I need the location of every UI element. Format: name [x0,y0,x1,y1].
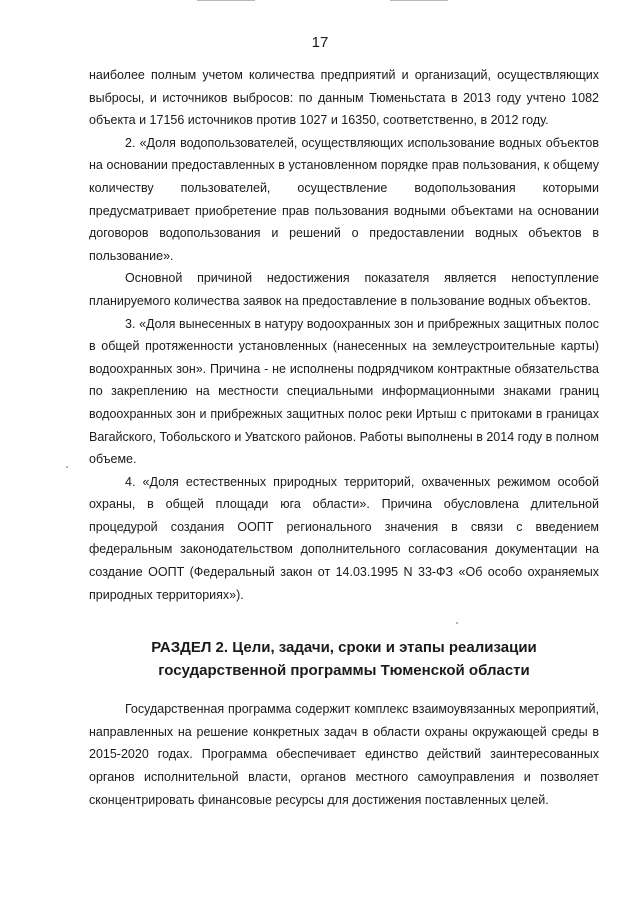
section-heading-line-2: государственной программы Тюменской области [158,662,530,680]
scan-edge-line [390,0,448,1]
paragraph-indicator-4: 4. «Доля естественных природных территорий, охваченных режимом особой охраны, в общей площади юга области». Причина обусловлена длительной процедурой создания ООПТ регионального значения в связи с введением федеральным законодательством дополнительного согласования документации на создание ООПТ (Федеральный закон от 14.03.1995 N 33-ФЗ «Об особо охраняемых природных территориях»). [89,474,599,602]
page-number: 17 [311,34,329,51]
paragraph-indicator-2: 2. «Доля водопользователей, осуществляющих использование водных объектов на основании предоставленных в установленном порядке прав пользования, к общему количеству пользователей, осуществление водопользования которыми предусматривает приобретение прав пользования водными объектами на основании договоров водопользования и решений о предоставлении водных объектов в пользование». [89,135,599,263]
section-heading-line-1: РАЗДЕЛ 2. Цели, задачи, сроки и этапы реализации [151,639,537,657]
paragraph-reason-2: Основной причиной недостижения показателя является непоступление планируемого количества заявок на предоставление в пользование водных объектов. [89,271,599,308]
paragraph-indicator-3: 3. «Доля вынесенных в натуру водоохранных зон и прибрежных защитных полос в общей протяженности установленных (нанесенных на землеустроительные карты) водоохранных зон». Причина - не исполнены подрядчиком контрактные обязательства по закреплению на местности специальными информационными знаками границ водоохранных зон и прибрежных защитных полос реки Иртыш с притоками в границах Вагайского, Тобольского и Уватского районов. Работы выполнены в 2014 году в полном объеме. [89,316,599,467]
scan-speck [66,466,68,468]
paragraph-program-summary: Государственная программа содержит комплекс взаимоувязанных мероприятий, направленных на решение конкретных задач в области охраны окружающей среды в 2015-2020 годах. Программа обеспечивает единство действий заинтересованных органов исполнительной власти, органов местного самоуправления и позволяет сконцентрировать финансовые ресурсы для достижения поставленных целей. [89,702,599,807]
paragraph-continuation: наиболее полным учетом количества предприятий и организаций, осуществляющих выбросы, и источников выбросов: по данным Тюменьстата в 2013 году учтено 1082 объекта и 17156 источников против 1027 и 16350, соответственно, в 2012 году. [89,68,599,128]
document-body [89,64,599,811]
section-heading [89,636,599,682]
scan-edge-line [197,0,255,1]
